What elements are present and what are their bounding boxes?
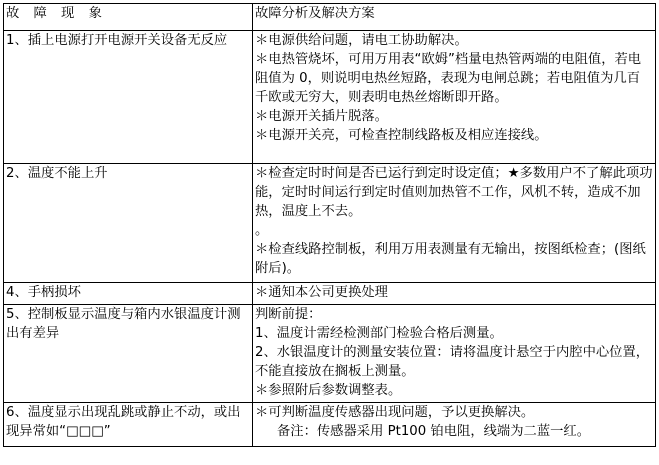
solution-line: ＊电源供给问题，请电工协助解决。: [255, 33, 468, 48]
fault-cell: 4、手柄损坏: [4, 283, 253, 305]
table-row: [4, 31, 656, 164]
solution-line: 判断前提：: [255, 307, 322, 322]
solution-cell: [253, 305, 656, 403]
solution-cell: [253, 403, 656, 447]
table-row: [4, 283, 656, 305]
solution-line: 1、温度计需经检测部门检验合格后测量。: [255, 326, 503, 341]
fault-cell: 2、温度不能上升: [4, 164, 253, 283]
solution-cell: [253, 31, 656, 164]
solution-line: 。: [255, 223, 269, 238]
solution-cell: [253, 283, 656, 305]
solution-line: ＊检查定时时间是否已运行到定时设定值；★多数用户不了解此项功能，定时时间运行到定时值则加热管不工作，风机不转，造成不加热，温度上不去。: [255, 166, 653, 219]
fault-table: [3, 3, 656, 447]
table-row: [4, 164, 656, 283]
fault-cell: 6、温度显示出现乱跳或静止不动，或出现异常如“□□□”: [4, 403, 253, 447]
solution-line: ＊电源开关插片脱落。: [255, 109, 388, 124]
solution-line: ＊通知本公司更换处理: [255, 285, 388, 300]
table-row: [4, 305, 656, 403]
header-fault-phenomenon: 故 障 现 象: [4, 4, 253, 31]
table-header-row: [4, 4, 656, 31]
solution-line: 备注：传感器采用 Pt100 铂电阻，线端为二蓝一红。: [277, 424, 591, 439]
solution-line: ＊检查线路控制板，利用万用表测量有无输出，按图纸检查；(图纸附后)。: [255, 242, 646, 276]
header-analysis-solution: 故障分析及解决方案: [253, 4, 656, 31]
solution-line: ＊可判断温度传感器出现问题，予以更换解决。: [255, 405, 535, 420]
solution-line: 2、水银温度计的测量安装位置：请将温度计悬空于内腔中心位置，不能直接放在搁板上测量。: [255, 345, 650, 379]
solution-line: ＊电热管烧坏，可用万用表“欧姆”档量电热管两端的电阻值，若电阻值为 0，则说明电热丝短路，表现为电闸总跳；若电阻值为几百千欧或无穷大，则表明电热丝熔断即开路。: [255, 52, 642, 105]
solution-line: ＊参照附后参数调整表。: [255, 383, 402, 398]
solution-line: ＊电源开关亮，可检查控制线路板及相应连接线。: [255, 128, 548, 143]
fault-cell: 5、控制板显示温度与箱内水银温度计测出有差异: [4, 305, 253, 403]
table-row: [4, 403, 656, 447]
fault-cell: 1、插上电源打开电源开关设备无反应: [4, 31, 253, 164]
solution-cell: [253, 164, 656, 283]
